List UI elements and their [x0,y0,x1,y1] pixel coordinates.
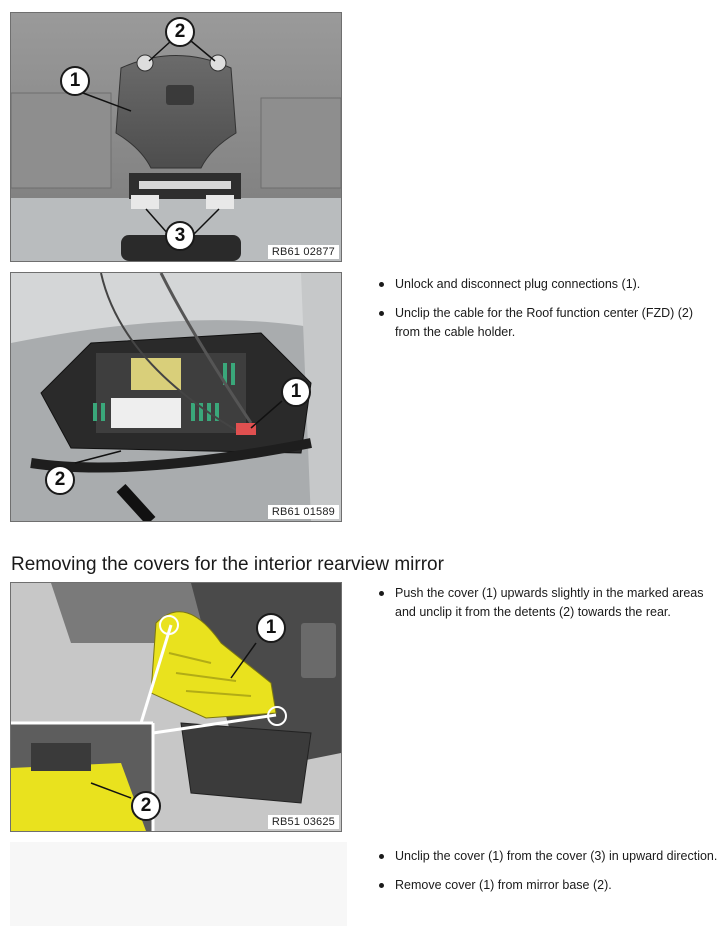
figure-reference: RB51 03625 [268,815,339,829]
step-list-push-cover [376,584,721,632]
instruction-bullet: Push the cover (1) upwards slightly in the marked areas and unclip it from the detents (2) towards the rear. [376,584,721,622]
callout-1: 1 [60,66,90,96]
section-heading: Removing the covers for the interior rearview mirror [11,554,444,575]
instruction-bullet: Unlock and disconnect plug connections (1). [376,275,721,294]
callout-1: 1 [281,377,311,407]
callout-2: 2 [45,465,75,495]
callout-2: 2 [131,791,161,821]
faded-figure-area [10,842,347,926]
instruction-bullet: Unclip the cable for the Roof function center (FZD) (2) from the cable holder. [376,304,721,342]
figure-fzd-plug-connections [10,272,342,522]
callout-2: 2 [165,17,195,47]
instruction-bullet: Unclip the cover (1) from the cover (3) in upward direction. [376,847,721,866]
step-list-remove-cover [376,847,721,905]
figure-reference: RB61 01589 [268,505,339,519]
figure-mirror-cover [10,582,342,832]
step-list-plug-connections [376,275,721,352]
callout-3: 3 [165,221,195,251]
figure-reference: RB61 02877 [268,245,339,259]
callout-1: 1 [256,613,286,643]
figure-roof-function-center [10,12,342,262]
instruction-bullet: Remove cover (1) from mirror base (2). [376,876,721,895]
mirror-cover-illustration [11,583,341,831]
